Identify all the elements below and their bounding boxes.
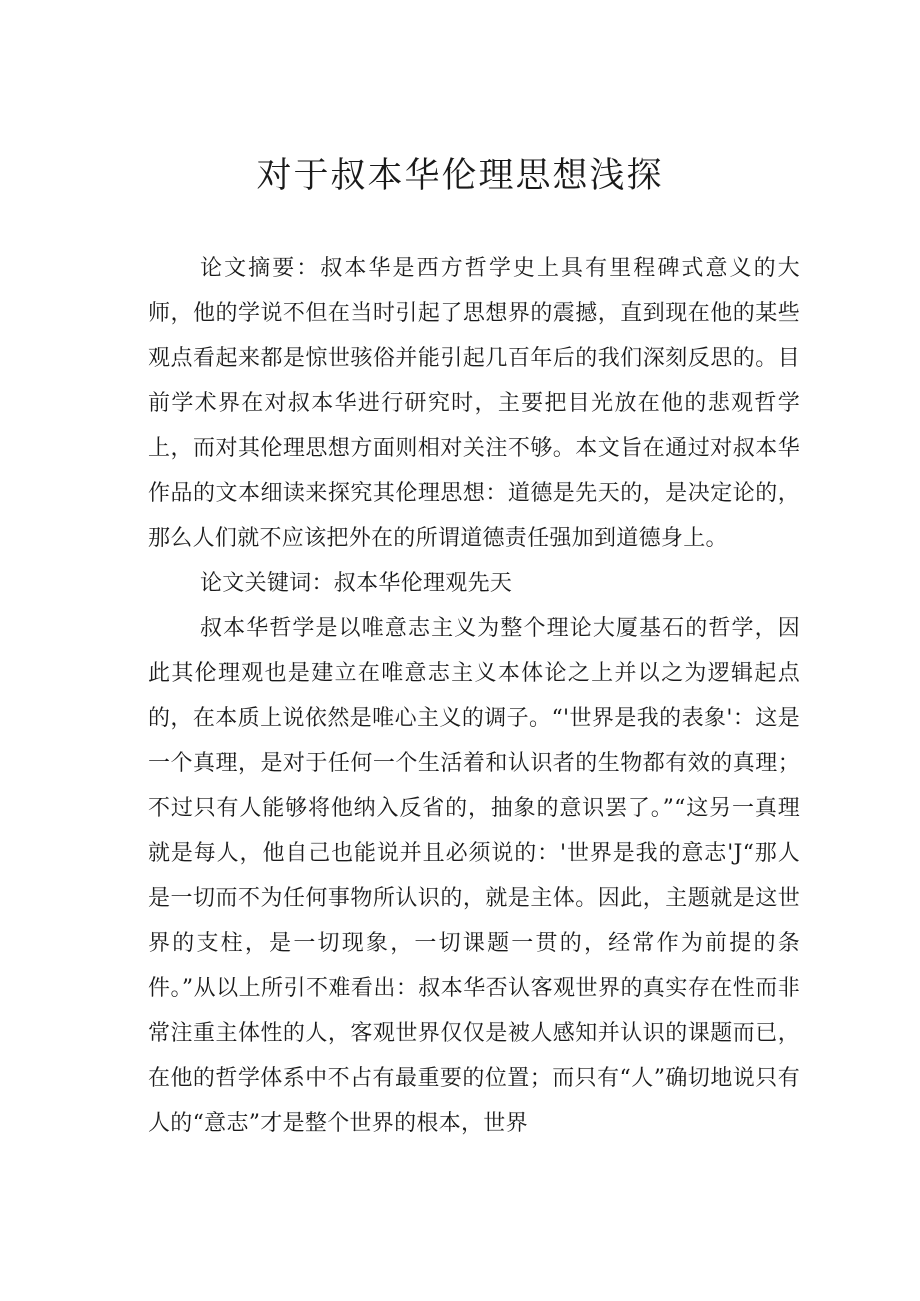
abstract-paragraph: 论文摘要：叔本华是西方哲学史上具有里程碑式意义的大师，他的学说不但在当时引起了思想界的震撼，直到现在他的某些观点看起来都是惊世骇俗并能引起几百年后的我们深刻反思的。目前学术界在对叔本华进行研究时，主要把目光放在他的悲观哲学上，而对其伦理思想方面则相对关注不够。本文旨在通过对叔本华作品的文本细读来探究其伦理思想：道德是先天的，是决定论的，那么人们就不应该把外在的所谓道德责任强加到道德身上。 [148, 256, 800, 551]
body-paragraph: 叔本华哲学是以唯意志主义为整个理论大厦基石的哲学，因此其伦理观也是建立在唯意志主义本体论之上并以之为逻辑起点的，在本质上说依然是唯心主义的调子。“'世界是我的表象'：这是一个真理，是对于任何一个生活着和认识者的生物都有效的真理；不过只有人能够将他纳入反省的，抽象的意识罢了。”“这另一真理就是每人，他自己也能说并且必须说的：'世界是我的意志'J“那人是一切而不为任何事物所认识的，就是主体。因此，主题就是这世界的支柱，是一切现象，一切课题一贯的，经常作为前提的条件。”从以上所引不难看出：叔本华否认客观世界的真实存在性而非常注重主体性的人，客观世界仅仅是被人感知并认识的课题而已，在他的哲学体系中不占有最重要的位置；而只有“人”确切地说只有人的“意志”才是整个世界的根本，世界 [148, 616, 800, 1136]
document-body [148, 246, 800, 1146]
document-title: 对于叔本华伦理思想浅探 [256, 156, 664, 196]
keywords-paragraph: 论文关键词：叔本华伦理观先天 [200, 571, 513, 596]
